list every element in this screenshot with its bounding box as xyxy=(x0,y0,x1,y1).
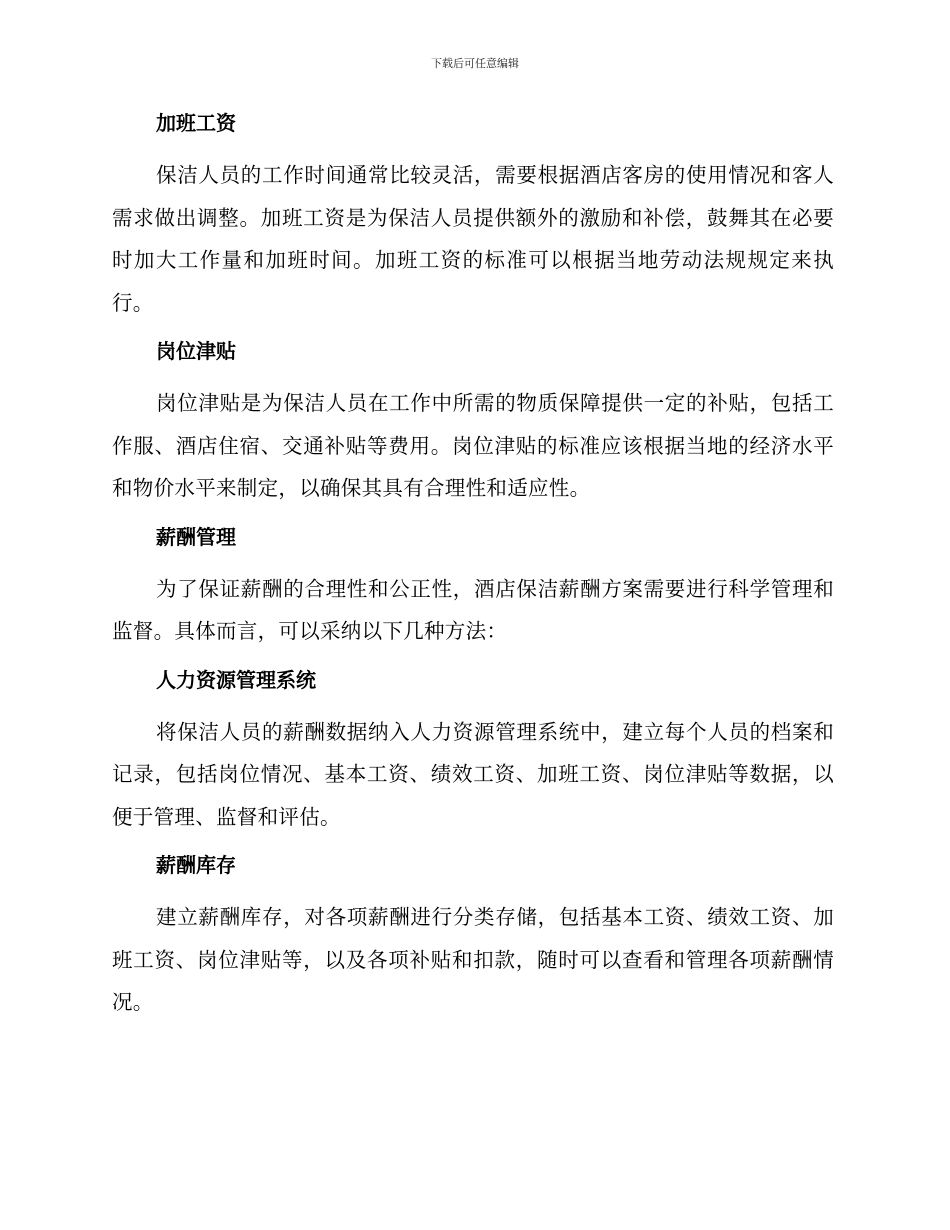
header-note: 下载后可任意编辑 xyxy=(431,57,519,70)
section-heading-hr-system: 人力资源管理系统 xyxy=(156,667,316,692)
section-paragraph-position-allowance: 岗位津贴是为保洁人员在工作中所需的物质保障提供一定的补贴，包括工作服、酒店住宿、交通补贴等费用。岗位津贴的标准应该根据当地的经济水平和物价水平来制定，以确保其具有合理性和适应性。 xyxy=(112,391,834,500)
section-heading-salary-management: 薪酬管理 xyxy=(156,524,236,549)
section-heading-position-allowance: 岗位津贴 xyxy=(156,339,236,363)
section-paragraph-salary-management: 为了保证薪酬的合理性和公正性，酒店保洁薪酬方案需要进行科学管理和监督。具体而言，可以采纳以下几种方法： xyxy=(112,576,834,643)
section-paragraph-salary-inventory: 建立薪酬库存，对各项薪酬进行分类存储，包括基本工资、绩效工资、加班工资、岗位津贴等，以及各项补贴和扣款，随时可以查看和管理各项薪酬情况。 xyxy=(112,905,834,1014)
section-paragraph-overtime-pay: 保洁人员的工作时间通常比较灵活，需要根据酒店客房的使用情况和客人需求做出调整。加班工资是为保洁人员提供额外的激励和补偿，鼓舞其在必要时加大工作量和加班时间。加班工资的标准可以根据当地劳动法规规定来执行。 xyxy=(112,163,834,315)
section-paragraph-hr-system: 将保洁人员的薪酬数据纳入人力资源管理系统中，建立每个人员的档案和记录，包括岗位情况、基本工资、绩效工资、加班工资、岗位津贴等数据，以便于管理、监督和评估。 xyxy=(112,719,834,829)
document-body xyxy=(112,108,834,1036)
section-heading-overtime-pay: 加班工资 xyxy=(156,111,236,135)
section-heading-salary-inventory: 薪酬库存 xyxy=(156,853,236,877)
